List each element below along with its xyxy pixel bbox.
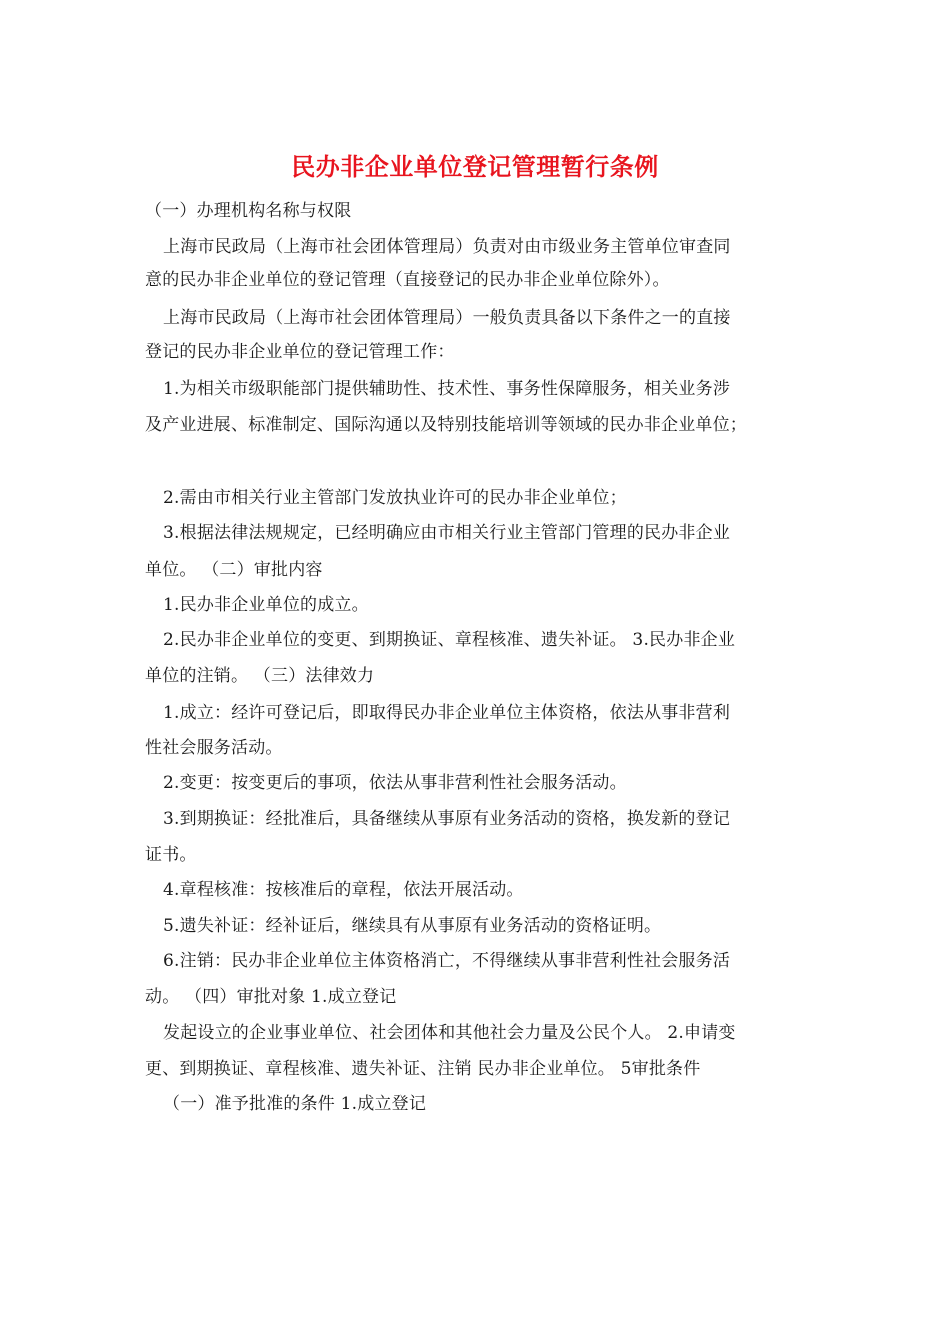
list-item-line: 1.民办非企业单位的成立。 [163, 595, 369, 615]
list-item-line: 5.遗失补证：经补证后，继续具有从事原有业务活动的资格证明。 [163, 916, 662, 936]
list-item-line: 性社会服务活动。 [145, 738, 283, 758]
section-heading: （一）准予批准的条件 1.成立登记 [163, 1094, 427, 1114]
list-item-line: 2.需由市相关行业主管部门发放执业许可的民办非企业单位； [163, 488, 627, 508]
paragraph-line: 意的民办非企业单位的登记管理（直接登记的民办非企业单位除外）。 [145, 270, 670, 290]
list-item-line: 及产业进展、标准制定、国际沟通以及特别技能培训等领域的民办非企业单位； [145, 415, 747, 435]
list-item-line: 2.民办非企业单位的变更、到期换证、章程核准、遗失补证。 3.民办非企业 [163, 630, 736, 650]
document-title: 民办非企业单位登记管理暂行条例 [291, 152, 659, 181]
paragraph-line: 发起设立的企业事业单位、社会团体和其他社会力量及公民个人。 2.申请变 [163, 1023, 736, 1043]
list-item-line: 2.变更：按变更后的事项，依法从事非营利性社会服务活动。 [163, 773, 627, 793]
section-heading: （一）办理机构名称与权限 [145, 201, 352, 221]
list-item-line: 动。 （四）审批对象 1.成立登记 [145, 987, 397, 1007]
list-item-line: 1.成立：经许可登记后，即取得民办非企业单位主体资格，依法从事非营利 [163, 703, 731, 723]
list-item-line: 1.为相关市级职能部门提供辅助性、技术性、事务性保障服务，相关业务涉 [163, 379, 731, 399]
list-item-line: 4.章程核准：按核准后的章程，依法开展活动。 [163, 880, 524, 900]
list-item-line: 证书。 [145, 845, 197, 865]
paragraph-line: 更、到期换证、章程核准、遗失补证、注销 民办非企业单位。 5审批条件 [145, 1059, 701, 1079]
list-item-line: 单位的注销。 （三）法律效力 [145, 666, 375, 686]
paragraph-line: 上海市民政局（上海市社会团体管理局）一般负责具备以下条件之一的直接 [163, 308, 731, 328]
list-item-line: 单位。 （二）审批内容 [145, 560, 323, 580]
list-item-line: 6.注销：民办非企业单位主体资格消亡，不得继续从事非营利性社会服务活 [163, 951, 731, 971]
list-item-line: 3.到期换证：经批准后，具备继续从事原有业务活动的资格，换发新的登记 [163, 809, 731, 829]
paragraph-line: 上海市民政局（上海市社会团体管理局）负责对由市级业务主管单位审查同 [163, 237, 731, 257]
list-item-line: 3.根据法律法规规定，已经明确应由市相关行业主管部门管理的民办非企业 [163, 523, 731, 543]
paragraph-line: 登记的民办非企业单位的登记管理工作： [145, 342, 455, 362]
